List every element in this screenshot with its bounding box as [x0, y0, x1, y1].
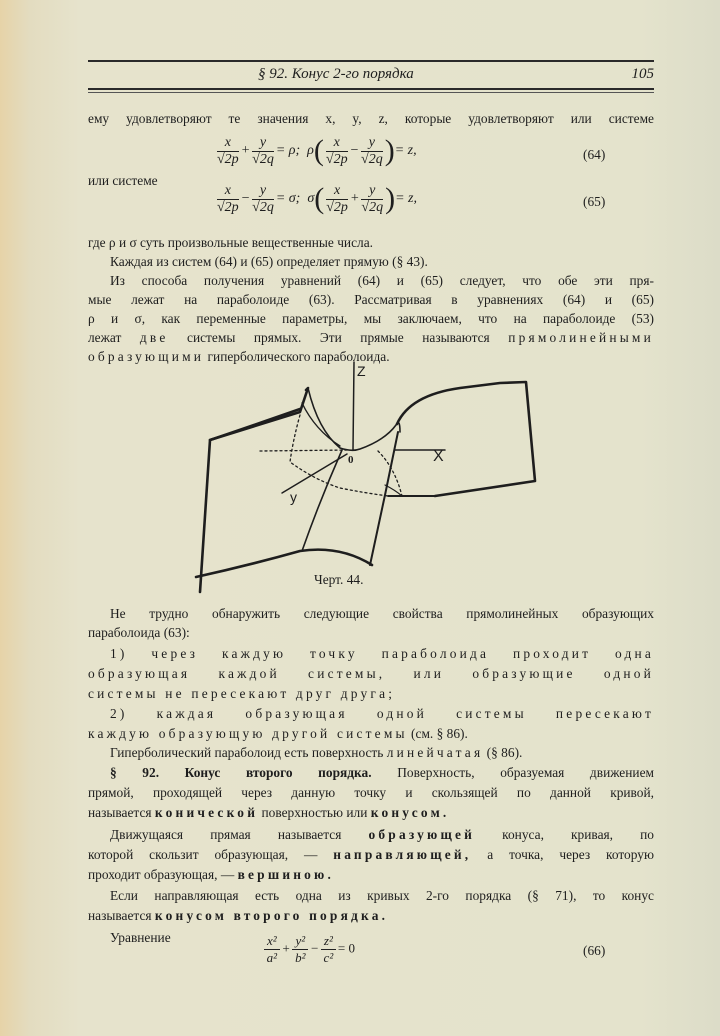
- text-line: Движущаяся прямая называется образующей конуса, кривая, по: [110, 827, 654, 842]
- text-line: называется конической поверхностью или конусом.: [88, 805, 450, 820]
- equation-number-64: (64): [583, 147, 606, 162]
- z-axis: [353, 362, 354, 450]
- equation-66: $\frac{\text{x²}}{\text{a²}}$ + $\frac{\text{y²}}{\text{b²}}$ − $\frac{\text{z²}}{\text{c²}}$ = 0: [262, 933, 355, 966]
- text-line: 1) через каждую точку параболоида проходит одна: [110, 646, 654, 661]
- section-title: Конус второго порядка.: [184, 765, 372, 780]
- text-line: Не трудно обнаружить следующие свойства прямолинейных образующих: [110, 606, 654, 621]
- text-line: ему удовлетворяют те значения x, y, z, которые удовлетворяют или системе: [88, 111, 654, 126]
- text-line: называется конусом второго порядка.: [88, 908, 389, 923]
- text-line: Если направляющая есть одна из кривых 2-го порядка (§ 71), то конус: [110, 888, 654, 903]
- axis-label-z: Z: [357, 363, 366, 379]
- equation-65: $\frac{x}{√2p}$ − $\frac{y}{√2q}$ = σ; σ( $\frac{x}{√2p}$ + $\frac{y}{√2q}$ )= z,: [217, 182, 417, 215]
- text-line: или системе: [88, 173, 158, 188]
- text-line: 2) каждая образующая одной системы пересекают: [110, 706, 654, 721]
- running-title: § 92. Конус 2-го порядка: [258, 66, 414, 82]
- text-line: Каждая из систем (64) и (65) определяет прямую (§ 43).: [110, 254, 428, 269]
- equation-64: $\frac{x}{√2p}$ + $\frac{y}{√2q}$ = ρ; ρ( $\frac{x}{√2p}$ − $\frac{y}{√2q}$ )= z,: [217, 134, 417, 167]
- text-line: проходит образующая, — вершиною.: [88, 867, 335, 882]
- axis-label-y: y: [290, 489, 297, 505]
- origin-label: 0: [348, 454, 354, 466]
- text-line: которой скользит образующая, — направляющей, а точка, через которую: [88, 847, 654, 862]
- section-heading-line: § 92. Конус второго порядка. Поверхность, образуемая движением: [110, 765, 655, 780]
- text-line: образующими гиперболического параболоида.: [88, 349, 390, 364]
- text-line: образующая каждой системы, или образующие одной: [88, 666, 654, 681]
- figure-caption: Черт. 44.: [314, 572, 364, 587]
- text-line: системы не пересекают друг друга;: [88, 686, 396, 701]
- text-line: прямой, проходящей через данную точку и скользящей по данной кривой,: [88, 785, 654, 800]
- page-number: 105: [631, 66, 654, 82]
- text-line: ρ и σ, как переменные параметры, мы заключаем, что на параболоиде (53): [88, 311, 654, 326]
- text-line: мые лежат на параболоиде (63). Рассматривая в уравнениях (64) и (65): [88, 292, 654, 307]
- equation-number-65: (65): [583, 194, 606, 209]
- text-line: где ρ и σ суть произвольные вещественные числа.: [88, 235, 374, 250]
- axis-label-x: X: [433, 448, 444, 465]
- text-line: Из способа получения уравнений (64) и (65) следует, что обе эти пря-: [110, 273, 654, 288]
- text-line: лежат две системы прямых. Эти прямые называются прямолинейными: [88, 330, 654, 345]
- text-line: Гиперболический параболоид есть поверхность линейчатая (§ 86).: [110, 745, 523, 760]
- text-line: Уравнение: [110, 930, 171, 945]
- text-line: параболоида (63):: [88, 625, 190, 640]
- text-line: каждую образующую другой системы (см. § 86).: [88, 726, 468, 741]
- equation-number-66: (66): [583, 943, 606, 958]
